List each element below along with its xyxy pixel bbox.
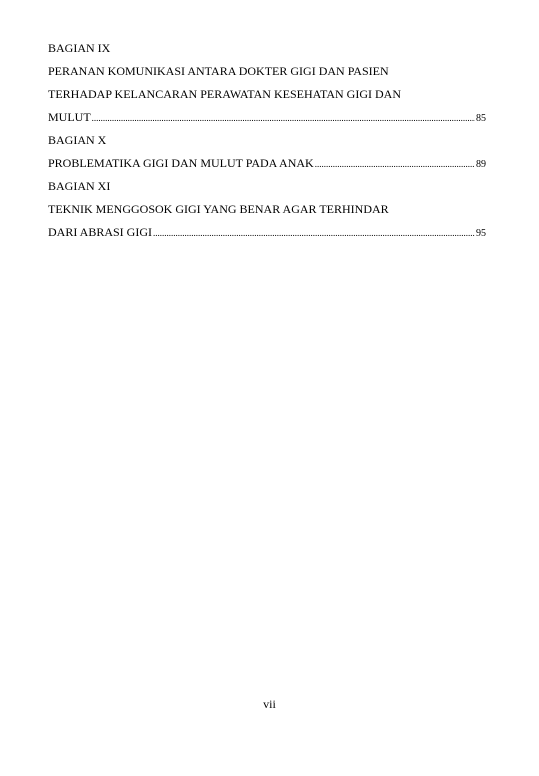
toc-section-xi <box>48 178 486 240</box>
toc-page-number: 89 <box>476 159 486 170</box>
toc-section-heading: BAGIAN IX <box>48 41 111 55</box>
toc-leader-dots <box>92 110 475 125</box>
table-of-contents <box>48 40 486 244</box>
toc-entry-text: PROBLEMATIKA GIGI DAN MULUT PADA ANAK <box>48 156 314 170</box>
toc-title-line: PERANAN KOMUNIKASI ANTARA DOKTER GIGI DAN PASIEN <box>48 64 389 78</box>
toc-entry[interactable] <box>48 155 486 171</box>
toc-leader-dots <box>315 156 475 171</box>
toc-title-line: TERHADAP KELANCARAN PERAWATAN KESEHATAN GIGI DAN <box>48 87 401 101</box>
toc-section-heading: BAGIAN X <box>48 133 107 147</box>
toc-section-x <box>48 132 486 171</box>
toc-entry-text: DARI ABRASI GIGI <box>48 225 153 239</box>
toc-entry[interactable] <box>48 109 486 125</box>
toc-section-ix <box>48 40 486 125</box>
toc-entry[interactable] <box>48 224 486 240</box>
toc-title-line: TEKNIK MENGGOSOK GIGI YANG BENAR AGAR TERHINDAR <box>48 202 389 216</box>
toc-section-heading: BAGIAN XI <box>48 179 111 193</box>
page-number-footer: vii <box>263 697 276 711</box>
toc-page-number: 95 <box>476 228 486 239</box>
toc-entry-text: MULUT <box>48 110 91 124</box>
toc-leader-dots <box>153 225 475 240</box>
toc-page-number: 85 <box>476 113 486 124</box>
